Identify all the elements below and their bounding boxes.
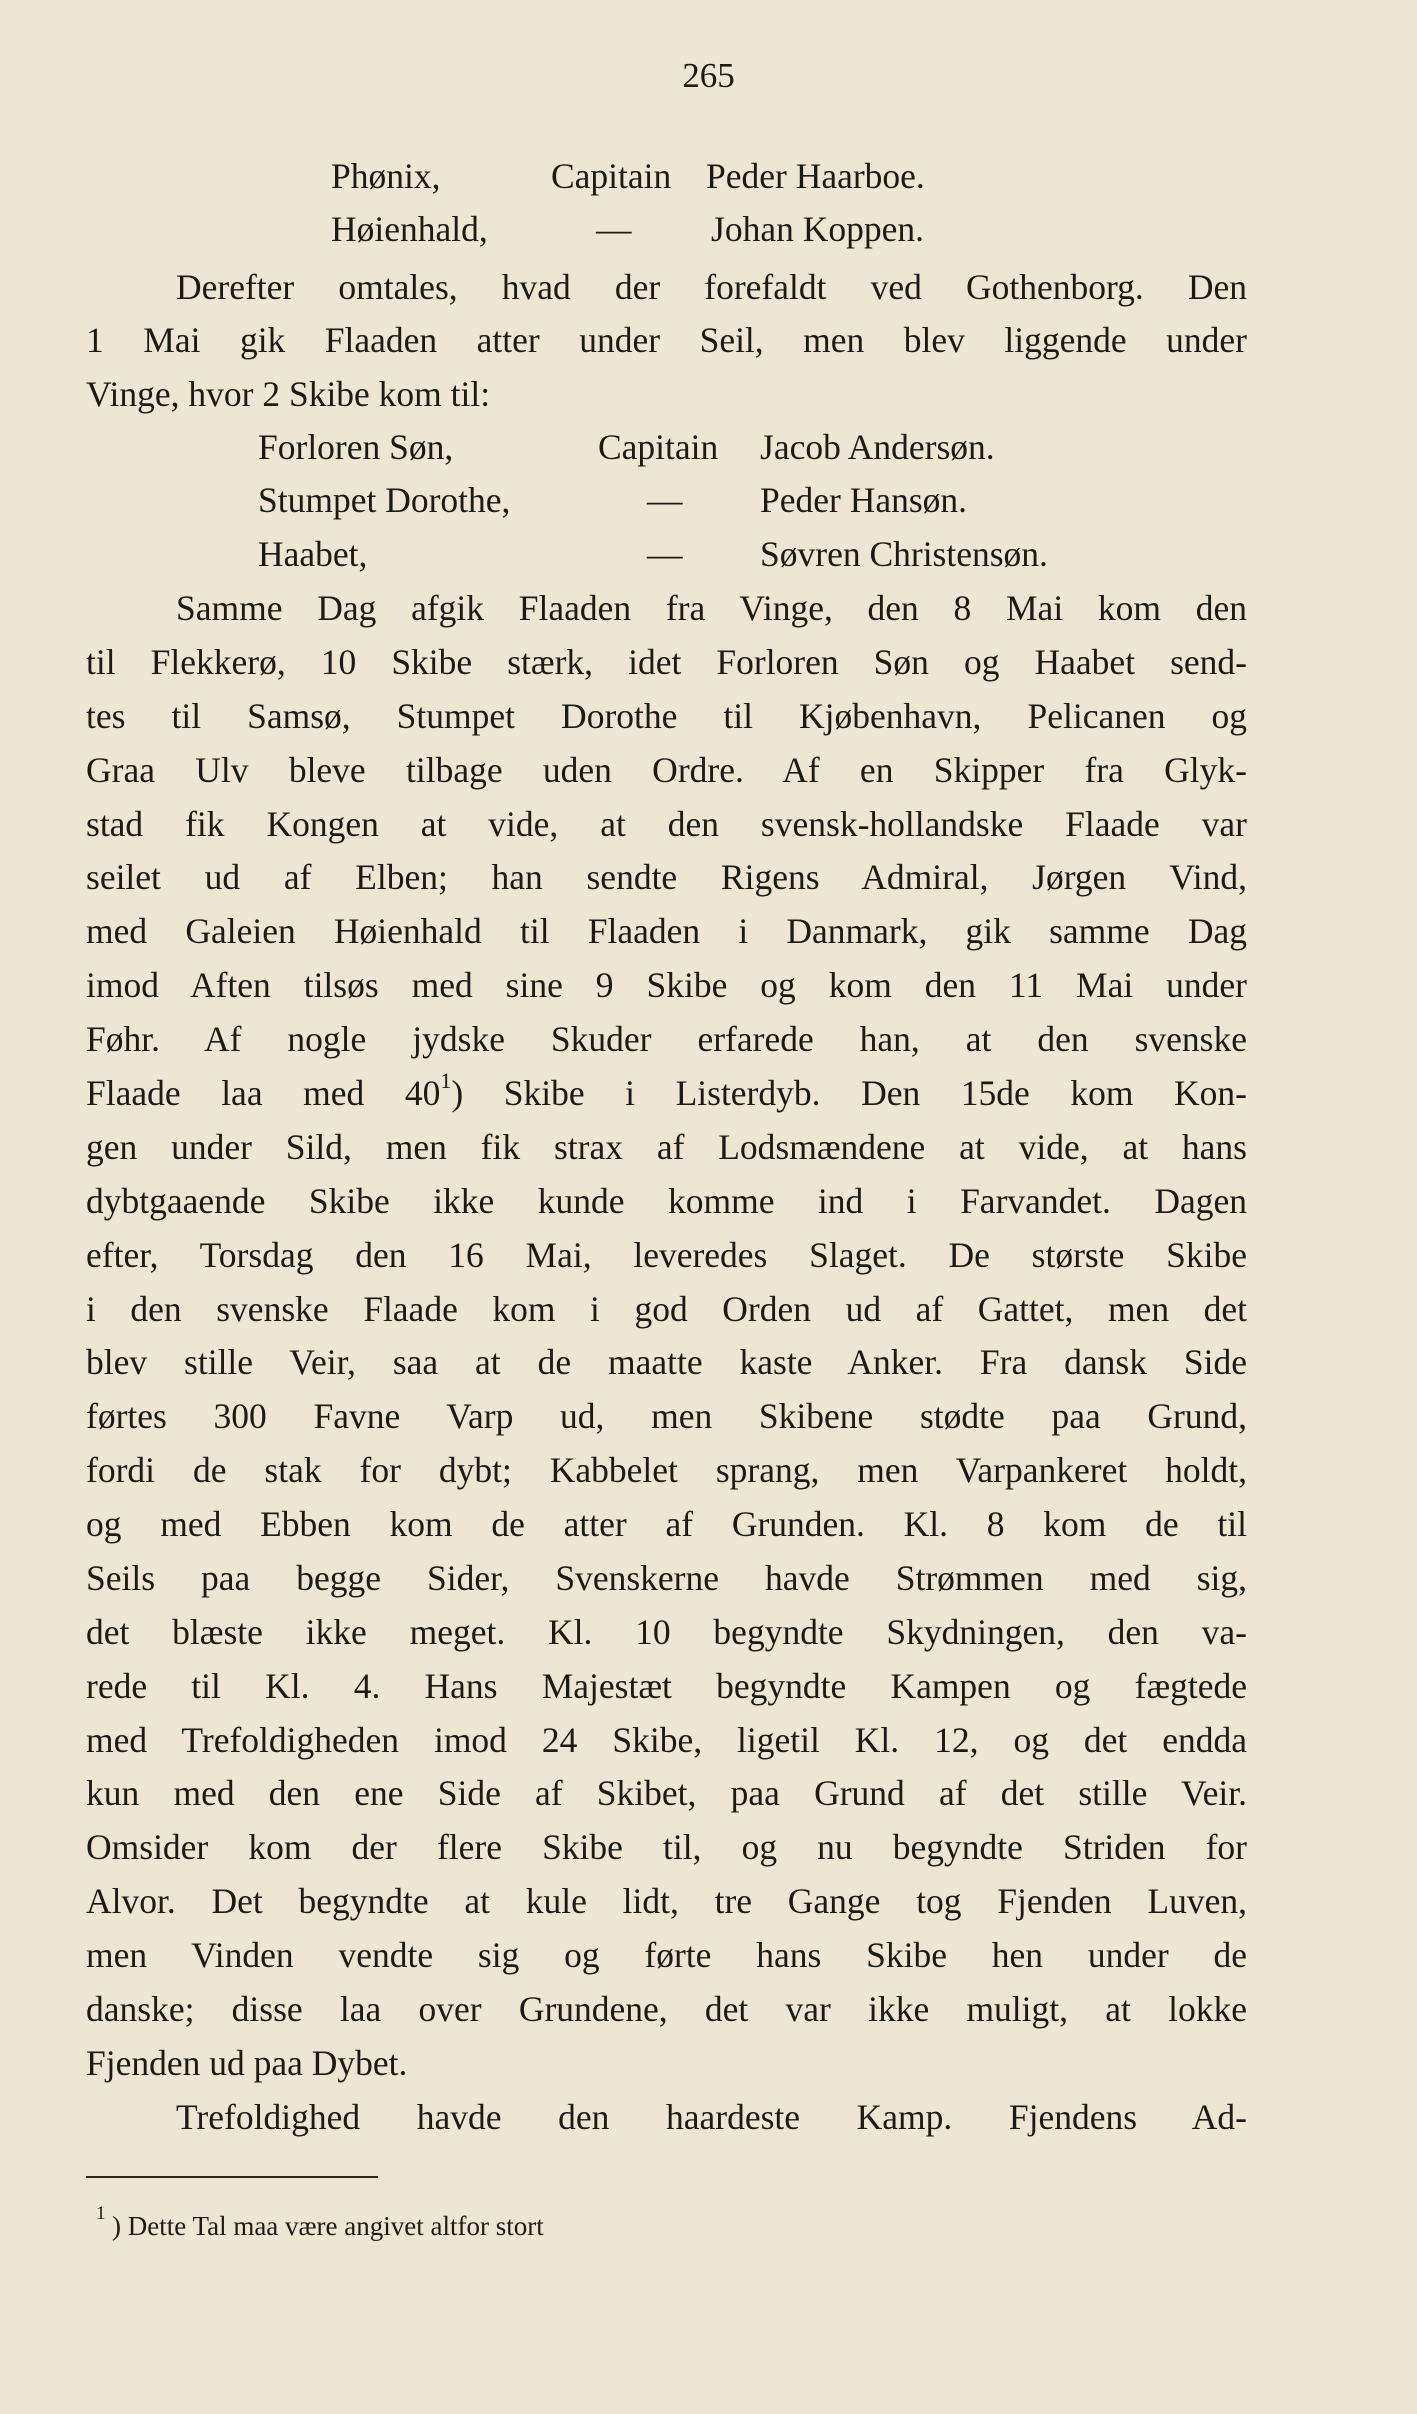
text-line: danske; disse laa over Grundene, det var ikke muligt, at lokke [86, 1989, 1247, 2029]
footnote-reference: 1 [440, 1068, 452, 1094]
text-line: fordi de stak for dybt; Kabbelet sprang, men Varpankeret holdt, [86, 1450, 1247, 1490]
text-line: Fjenden ud paa Dybet. [86, 2043, 408, 2083]
text-line: kun med den ene Side af Skibet, paa Grund af det stille Veir. [86, 1773, 1247, 1813]
ship-role: — [647, 480, 683, 520]
text-line: men Vinden vendte sig og førte hans Skibe hen under de [86, 1935, 1247, 1975]
text-line: tes til Samsø, Stumpet Dorothe til Kjøbenhavn, Pelicanen og [86, 696, 1247, 736]
text-line: og med Ebben kom de atter af Grunden. Kl. 8 kom de til [86, 1504, 1247, 1544]
text-line: seilet ud af Elben; han sendte Rigens Admiral, Jørgen Vind, [86, 857, 1247, 897]
text-line: førtes 300 Favne Varp ud, men Skibene stødte paa Grund, [86, 1396, 1247, 1436]
text-line: Seils paa begge Sider, Svenskerne havde Strømmen med sig, [86, 1558, 1247, 1598]
ship-role: Capitain [551, 156, 672, 196]
footnote-mark: 1 [96, 2203, 106, 2224]
footnote-text: ) Dette Tal maa være angivet altfor stort [112, 2211, 544, 2241]
text-fragment: Flaade laa med 40 [86, 1073, 441, 1113]
text-line: gen under Sild, men fik strax af Lodsmændene at vide, at hans [86, 1127, 1247, 1167]
ship-role: — [647, 534, 683, 574]
text-line: efter, Torsdag den 16 Mai, leveredes Slaget. De største Skibe [86, 1235, 1247, 1275]
ship-captain: Johan Koppen. [711, 209, 924, 249]
text-line: blev stille Veir, saa at de maatte kaste Anker. Fra dansk Side [86, 1342, 1247, 1382]
text-line: Føhr. Af nogle jydske Skuder erfarede han, at den svenske [86, 1019, 1247, 1059]
text-line: imod Aften tilsøs med sine 9 Skibe og kom den 11 Mai under [86, 965, 1247, 1005]
ship-name: Phønix, [331, 156, 441, 196]
text-line: til Flekkerø, 10 Skibe stærk, idet Forloren Søn og Haabet send- [86, 642, 1247, 682]
ship-name: Forloren Søn, [258, 427, 454, 467]
footnote-divider [86, 2176, 378, 2178]
text-line: 1 Mai gik Flaaden atter under Seil, men blev liggende under [86, 320, 1247, 360]
ship-captain: Peder Haarboe. [706, 156, 925, 196]
ship-captain: Jacob Andersøn. [760, 427, 995, 467]
text-line: rede til Kl. 4. Hans Majestæt begyndte Kampen og fægtede [86, 1666, 1247, 1706]
text-line: Graa Ulv bleve tilbage uden Ordre. Af en Skipper fra Glyk- [86, 750, 1247, 790]
ship-role: — [596, 209, 632, 249]
ship-captain: Søvren Christensøn. [760, 534, 1048, 574]
ship-role: Capitain [598, 427, 719, 467]
text-fragment: ) Skibe i Listerdyb. Den 15de kom Kon- [451, 1073, 1247, 1113]
text-line: i den svenske Flaade kom i god Orden ud af Gattet, men det [86, 1289, 1247, 1329]
ship-name: Høienhald, [331, 209, 488, 249]
ship-captain: Peder Hansøn. [760, 480, 968, 520]
text-line-with-footnote [86, 1068, 1247, 1115]
text-line: Derefter omtales, hvad der forefaldt ved Gothenborg. Den [176, 267, 1247, 307]
ship-name: Haabet, [258, 534, 368, 574]
text-line: dybtgaaende Skibe ikke kunde komme ind i Farvandet. Dagen [86, 1181, 1247, 1221]
page-number: 265 [682, 56, 735, 95]
text-line: det blæste ikke meget. Kl. 10 begyndte Skydningen, den va- [86, 1612, 1247, 1652]
text-line: med Trefoldigheden imod 24 Skibe, ligetil Kl. 12, og det endda [86, 1720, 1247, 1760]
text-line: med Galeien Høienhald til Flaaden i Danmark, gik samme Dag [86, 911, 1247, 951]
text-line: Omsider kom der flere Skibe til, og nu begyndte Striden for [86, 1827, 1247, 1867]
text-line: Samme Dag afgik Flaaden fra Vinge, den 8 Mai kom den [176, 588, 1247, 628]
ship-name: Stumpet Dorothe, [258, 480, 511, 520]
text-line: stad fik Kongen at vide, at den svensk-hollandske Flaade var [86, 804, 1247, 844]
text-line: Alvor. Det begyndte at kule lidt, tre Gange tog Fjenden Luven, [86, 1881, 1247, 1921]
text-line: Vinge, hvor 2 Skibe kom til: [86, 374, 491, 414]
text-line: Trefoldighed havde den haardeste Kamp. Fjendens Ad- [176, 2097, 1247, 2137]
